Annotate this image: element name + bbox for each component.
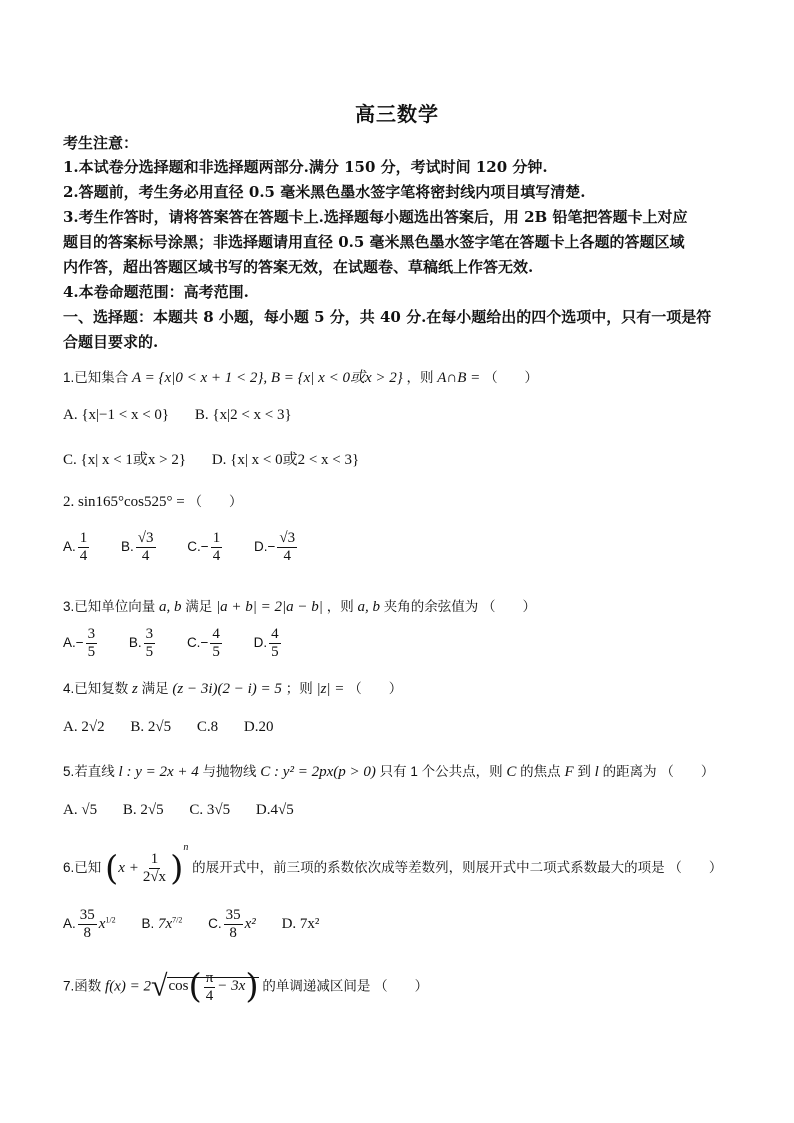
q5-stem-mid2: 只有 1 个公共点，则 <box>379 764 503 779</box>
question-6-stem: 6.已知 (x + $\frac{1}{2√x}$ )$^n$ 的展开式中，前三项的系数依次成等差数列，则展开式中二项式系数最大的项是 （ ） <box>63 842 723 889</box>
q3-stem-pre: 3.已知单位向量 <box>63 599 156 614</box>
section1-heading: 一、选择题：本题共 8 小题，每小题 5 分，共 40 分.在每小题给出的四个选项中，只有一项是符 <box>63 308 712 326</box>
q6-paren: （ ） <box>668 860 723 875</box>
q6-exponent: n <box>183 842 189 853</box>
question-4-options <box>63 719 295 736</box>
q3-stem-mid: 满足 <box>185 599 213 614</box>
q6-option-b: B. $7x^{7/2}$ <box>141 915 183 933</box>
q1-option-b: B. {x|2 < x < 3} <box>194 407 292 423</box>
q1-stem-post: ，则 <box>406 370 434 385</box>
q3-option-b: B. $\frac{3}{5}$ <box>128 626 154 660</box>
note-item-3-cont-1: 题目的答案标号涂黑；非选择题请用直径 0.5 毫米黑色墨水签字笔在答题卡上各题的答题区域 <box>63 233 685 251</box>
q4-stem-post: ；则 <box>285 681 313 696</box>
q2-paren: （ ） <box>188 494 243 509</box>
q7-paren: （ ） <box>374 978 429 994</box>
q4-expr: |z| = <box>316 681 345 697</box>
note-item-4: 4.本卷命题范围：高考范围. <box>63 283 249 301</box>
q6-option-a: A. $\frac{35}{8}$ $x^{1/2}$ <box>63 907 116 941</box>
q2-stem: 2. sin165°cos525° = <box>63 494 185 510</box>
q7-sqrt: √cos( $\frac{\pi}{4}$ − 3x) <box>150 967 259 1007</box>
q1-option-d: D. {x| x < 0或2 < x < 3} <box>211 452 360 468</box>
question-1-options-row1 <box>63 407 314 424</box>
q5-option-a: A. √5 <box>63 802 98 818</box>
question-6-options <box>63 907 319 942</box>
q1-expr: A∩B = <box>437 370 481 386</box>
question-5-stem <box>63 760 714 781</box>
q2-option-c: C.− $\frac{1}{4}$ <box>187 530 221 564</box>
note-item-3-cont-2: 内作答，超出答题区域书写的答案无效，在试题卷、草稿纸上作答无效. <box>63 258 534 276</box>
q5-paren: （ ） <box>660 764 715 779</box>
q3-option-c: C.− $\frac{4}{5}$ <box>186 626 220 660</box>
q5-stem-mid4: 到 <box>577 764 591 779</box>
q6-stem-pre: 6.已知 <box>63 860 102 875</box>
section1-heading-cont: 合题目要求的. <box>63 333 159 351</box>
question-7-stem <box>63 967 428 1007</box>
q5-var-f: F <box>564 764 574 780</box>
q1-paren: （ ） <box>484 370 539 385</box>
note-item-2: 2.答题前，考生务必用直径 0.5 毫米黑色墨水签字笔将密封线内项目填写清楚. <box>63 183 586 201</box>
q5-stem-mid: 与抛物线 <box>202 764 257 779</box>
q4-option-d: D.20 <box>243 719 274 735</box>
question-1-stem <box>63 366 538 387</box>
question-3-stem <box>63 595 536 616</box>
q3-stem-post: ，则 <box>326 599 354 614</box>
q2-option-b: B. $\frac{√3}{4}$ <box>121 530 154 564</box>
q1-option-a: A. {x|−1 < x < 0} <box>63 407 170 423</box>
q6-stem-post: 的展开式中，前三项的系数依次成等差数列，则展开式中二项式系数最大的项是 <box>192 860 665 875</box>
q5-stem-end: 的距离为 <box>602 764 657 779</box>
q1-stem-pre: 1.已知集合 <box>63 370 129 385</box>
note-item-1: 1.本试卷分选择题和非选择题两部分.满分 150 分，考试时间 120 分钟. <box>63 158 548 176</box>
q4-equation: (z − 3i)(2 − i) = 5 <box>172 681 282 697</box>
question-4-stem <box>63 677 402 698</box>
q3-option-d: D. $\frac{4}{5}$ <box>253 626 279 660</box>
q5-option-c: C. 3√5 <box>189 802 231 818</box>
q2-option-d: D.− $\frac{√3}{4}$ <box>253 530 296 564</box>
question-2-options <box>63 530 299 565</box>
q3-condition: |a + b| = 2|a − b| <box>216 599 323 615</box>
question-2-stem <box>63 490 242 511</box>
notes-heading: 考生注意： <box>63 134 139 152</box>
q1-option-c: C. {x| x < 1或x > 2} <box>63 452 187 468</box>
q4-option-b: B. 2√5 <box>130 719 172 735</box>
q4-paren: （ ） <box>348 681 403 696</box>
q7-function: f(x) = 2 <box>105 978 151 995</box>
q4-stem-mid: 满足 <box>141 681 169 696</box>
page-title: 高三数学 <box>355 102 439 126</box>
q5-line-eq: l : y = 2x + 4 <box>118 764 199 780</box>
q5-option-b: B. 2√5 <box>122 802 164 818</box>
q2-option-a: A. $\frac{1}{4}$ <box>63 530 88 564</box>
q3-paren: （ ） <box>482 599 536 614</box>
q4-option-c: C.8 <box>196 719 219 735</box>
q7-stem-post: 的单调递减区间是 <box>262 978 371 994</box>
q6-option-d: D. 7x² <box>281 916 320 933</box>
q5-var-l: l <box>594 764 599 780</box>
note-item-3: 3.考生作答时，请将答案答在答题卡上.选择题每小题选出答案后，用 2B 铅笔把答题卡上对应 <box>63 208 688 226</box>
question-1-options-row2 <box>63 448 381 469</box>
q1-sets: A = {x|0 < x + 1 < 2}, B = {x| x < 0或x > 2} <box>132 370 403 386</box>
q7-stem-pre: 7.函数 <box>63 978 102 994</box>
q3-vectors: a, b <box>159 599 182 615</box>
q3-vectors-2: a, b <box>357 599 380 615</box>
q6-option-c: C. $\frac{35}{8}$ x² <box>208 907 256 941</box>
q5-stem-mid3: 的焦点 <box>520 764 561 779</box>
q5-var-c: C <box>506 764 517 780</box>
question-5-options <box>63 802 316 819</box>
q4-option-a: A. 2√2 <box>63 719 105 735</box>
q5-option-d: D.4√5 <box>255 802 294 818</box>
q5-parabola-eq: C : y² = 2px(p > 0) <box>260 764 376 780</box>
q3-option-a: A.− $\frac{3}{5}$ <box>63 626 96 660</box>
question-3-options <box>63 626 283 661</box>
q3-stem-end: 夹角的余弦值为 <box>383 599 479 614</box>
q4-variable: z <box>132 681 138 697</box>
q5-stem-pre: 5.若直线 <box>63 764 115 779</box>
q4-stem-pre: 4.已知复数 <box>63 681 129 696</box>
q6-expr-x: x + <box>118 860 139 876</box>
